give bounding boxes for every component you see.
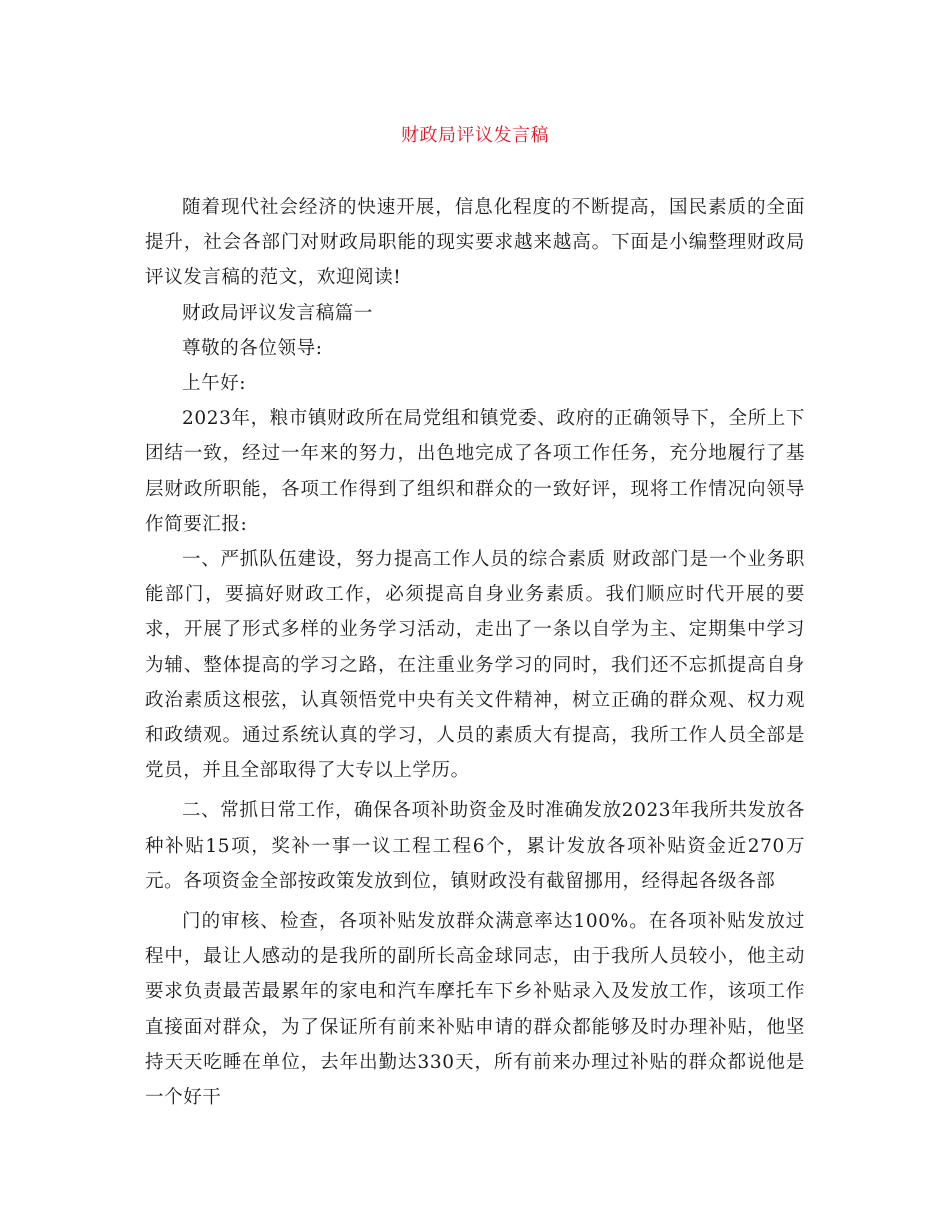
document-title: 财政局评议发言稿 (401, 125, 549, 146)
salutation: 尊敬的各位领导: (182, 337, 323, 359)
point-one-paragraph: 一、严抓队伍建设，努力提高工作人员的综合素质 财政部门是一个业务职能部门，要搞好财政工作，必须提高自身业务素质。我们顺应时代开展的要求，开展了形式多样的业务学习活动，走出了一条以自学为主、定期集中学习为辅、整体提高的学习之路，在注重业务学习的同时，我们还不忘抓提高自身政治素质这根弦，认真领悟党中央有关文件精神，树立正确的群众观、权力观和政绩观。通过系统认真的学习，人员的素质大有提高，我所工作人员全部是党员，并且全部取得了大专以上学历。 (145, 549, 805, 782)
summary-paragraph: 2023年，粮市镇财政所在局党组和镇党委、政府的正确领导下，全所上下团结一致，经过一年来的努力，出色地完成了各项工作任务，充分地履行了基层财政所职能，各项工作得到了组织和群众的一致好评，现将工作情况向领导作简要汇报: (145, 408, 805, 535)
section-heading: 财政局评议发言稿篇一 (182, 302, 374, 324)
intro-paragraph: 随着现代社会经济的快速开展，信息化程度的不断提高，国民素质的全面提升，社会各部门对财政局职能的现实要求越来越高。下面是小编整理财政局评议发言稿的范文，欢迎阅读! (145, 197, 805, 289)
continuation-paragraph: 门的审核、检查，各项补贴发放群众满意率达100%。在各项补贴发放过程中，最让人感动的是我所的副所长高金球同志，由于我所人员较小，他主动要求负责最苦最累年的家电和汽车摩托车下乡补贴录入及发放工作，该项工作直接面对群众，为了保证所有前来补贴申请的群众都能够及时办理补贴，他坚持天天吃睡在单位，去年出勤达330天，所有前来办理过补贴的群众都说他是一个好干 (145, 911, 805, 1109)
greeting: 上午好: (182, 373, 247, 395)
point-two-paragraph: 二、常抓日常工作，确保各项补助资金及时准确发放2023年我所共发放各种补贴15项，奖补一事一议工程工程6个，累计发放各项补贴资金近270万元。各项资金全部按政策发放到位，镇财政没有截留挪用，经得起各级各部 (145, 800, 805, 892)
document-body (145, 190, 805, 1115)
